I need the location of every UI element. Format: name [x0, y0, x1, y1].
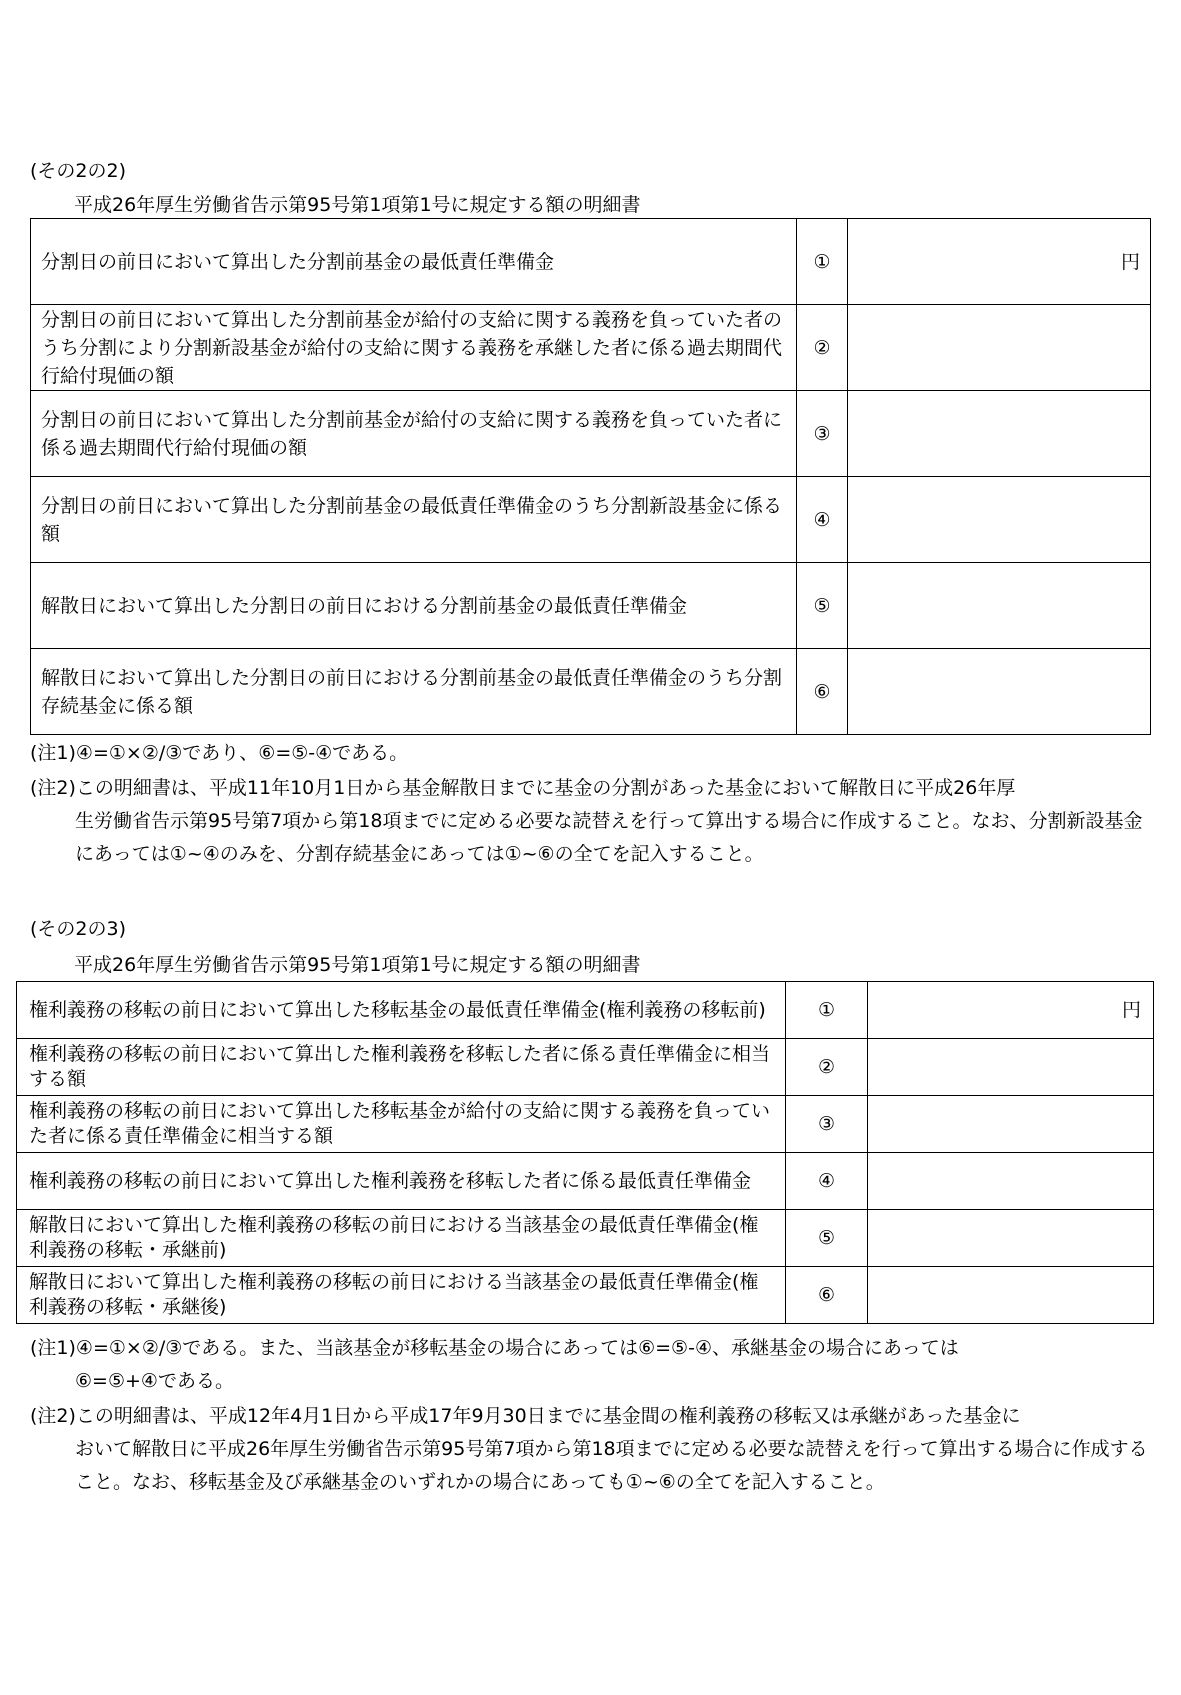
amount-field[interactable]	[868, 1267, 1154, 1324]
item-description: 権利義務の移転の前日において算出した権利義務を移転した者に係る責任準備金に相当する額	[17, 1039, 786, 1096]
section2-label: (その2の3)	[30, 918, 127, 940]
item-description: 解散日において算出した分割日の前日における分割前基金の最低責任準備金のうち分割存続基金に係る額	[31, 649, 797, 735]
item-number: ②	[786, 1039, 868, 1096]
item-number: ⑥	[786, 1267, 868, 1324]
item-description: 解散日において算出した権利義務の移転の前日における当該基金の最低責任準備金(権利義務の移転・承継後)	[17, 1267, 786, 1324]
table-row	[17, 1267, 1154, 1324]
amount-field[interactable]	[868, 1210, 1154, 1267]
item-description: 解散日において算出した分割日の前日における分割前基金の最低責任準備金	[31, 563, 797, 649]
amount-field[interactable]: 円	[848, 219, 1151, 305]
item-description: 権利義務の移転の前日において算出した移転基金が給付の支給に関する義務を負っていた者に係る責任準備金に相当する額	[17, 1096, 786, 1153]
section2-note1: (注1)④=①×②/③である。また、当該基金が移転基金の場合にあっては⑥=⑤-④、承継基金の場合にあっては ⑥=⑤+④である。	[30, 1337, 959, 1392]
statement-table-2	[16, 981, 1154, 1324]
item-description: 分割日の前日において算出した分割前基金が給付の支給に関する義務を負っていた者に係る過去期間代行給付現価の額	[31, 391, 797, 477]
item-description: 権利義務の移転の前日において算出した権利義務を移転した者に係る最低責任準備金	[17, 1153, 786, 1210]
item-number: ①	[786, 982, 868, 1039]
amount-field[interactable]	[868, 1096, 1154, 1153]
table-row	[31, 649, 1151, 735]
amount-field[interactable]	[868, 1153, 1154, 1210]
item-description: 分割日の前日において算出した分割前基金の最低責任準備金	[31, 219, 797, 305]
table-row	[17, 1096, 1154, 1153]
amount-field[interactable]	[848, 563, 1151, 649]
table-row	[31, 563, 1151, 649]
section1-label: (その2の2)	[30, 160, 127, 182]
amount-field[interactable]	[848, 391, 1151, 477]
item-number: ⑤	[797, 563, 848, 649]
table-row	[17, 982, 1154, 1039]
amount-field[interactable]	[848, 477, 1151, 563]
table-row	[17, 1153, 1154, 1210]
item-description: 解散日において算出した権利義務の移転の前日における当該基金の最低責任準備金(権利義務の移転・承継前)	[17, 1210, 786, 1267]
section1-title: 平成26年厚生労働省告示第95号第1項第1号に規定する額の明細書	[74, 194, 641, 216]
table-row	[31, 391, 1151, 477]
section2-title: 平成26年厚生労働省告示第95号第1項第1号に規定する額の明細書	[74, 954, 641, 976]
item-number: ③	[786, 1096, 868, 1153]
table-row	[31, 477, 1151, 563]
amount-field[interactable]: 円	[868, 982, 1154, 1039]
item-number: ⑥	[797, 649, 848, 735]
table-row	[31, 219, 1151, 305]
item-number: ④	[797, 477, 848, 563]
item-description: 分割日の前日において算出した分割前基金の最低責任準備金のうち分割新設基金に係る額	[31, 477, 797, 563]
table-row	[17, 1039, 1154, 1096]
item-number: ③	[797, 391, 848, 477]
item-number: ④	[786, 1153, 868, 1210]
statement-table-1	[30, 218, 1151, 735]
item-number: ②	[797, 305, 848, 391]
table-row	[17, 1210, 1154, 1267]
amount-field[interactable]	[848, 649, 1151, 735]
section2-note2: (注2)この明細書は、平成12年4月1日から平成17年9月30日までに基金間の権利義務の移転又は承継があった基金に おいて解散日に平成26年厚生労働省告示第95号第7項から第18項までに定める必要な読替えを行って算出する場合に作成すること。なお、移転基金及び承継基金のいずれかの場合にあっても①~⑥の全てを記入すること。	[30, 1405, 1148, 1493]
amount-field[interactable]	[848, 305, 1151, 391]
section1-note2: (注2)この明細書は、平成11年10月1日から基金解散日までに基金の分割があった基金において解散日に平成26年厚 生労働省告示第95号第7項から第18項までに定める必要な読替えを行って算出する場合に作成すること。なお、分割新設基金にあっては①~④のみを、分割存続基金にあっては①~⑥の全てを記入すること。	[30, 777, 1143, 865]
table-row	[31, 305, 1151, 391]
item-number: ⑤	[786, 1210, 868, 1267]
item-number: ①	[797, 219, 848, 305]
item-description: 権利義務の移転の前日において算出した移転基金の最低責任準備金(権利義務の移転前)	[17, 982, 786, 1039]
section1-note1: (注1)④=①×②/③であり、⑥=⑤-④である。	[30, 742, 409, 764]
item-description: 分割日の前日において算出した分割前基金が給付の支給に関する義務を負っていた者のうち分割により分割新設基金が給付の支給に関する義務を承継した者に係る過去期間代行給付現価の額	[31, 305, 797, 391]
amount-field[interactable]	[868, 1039, 1154, 1096]
